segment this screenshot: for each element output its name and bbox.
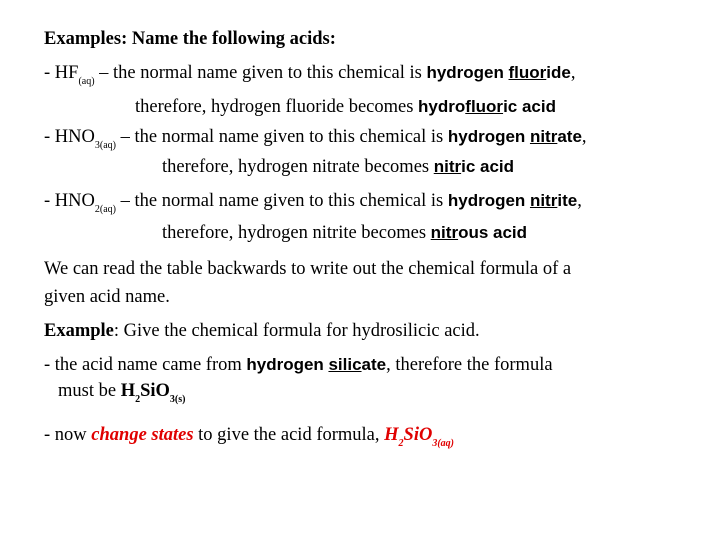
hno3-text: – the normal name given to this chemical is [115, 127, 448, 147]
final-pre: - now [44, 425, 92, 445]
hno3-subscript: 3(aq) [94, 140, 116, 151]
hf-comma: , [570, 63, 576, 83]
hno3-therefore: therefore, hydrogen nitrate becomes [162, 157, 434, 177]
hno2-therefore-line [162, 222, 527, 244]
hno3-therefore-line [162, 156, 514, 178]
hno3-formula: - HNO [44, 127, 95, 147]
hf-therefore-line [135, 96, 556, 118]
hno3-line [44, 126, 587, 157]
hno2-line [44, 190, 582, 221]
backwards-line-1: We can read the table backwards to write out the chemical formula of a [44, 259, 572, 279]
hf-acid-suffix: ic acid [503, 97, 556, 116]
example-label: Example [44, 321, 114, 341]
hf-name-root: fluor [508, 63, 547, 82]
silicate-line-2 [58, 380, 185, 411]
hno2-acid-suffix: ous acid [458, 223, 528, 242]
hf-acid-root: fluor [465, 97, 504, 116]
silicate-name-suffix: ate [361, 355, 387, 374]
hf-subscript: (aq) [78, 76, 95, 87]
hno3-acid-suffix: ic acid [461, 157, 515, 176]
hno2-name-root: nitr [529, 191, 558, 210]
final-change-states: change states [91, 425, 194, 445]
hno2-comma: , [577, 191, 582, 211]
hno2-subscript: 2(aq) [94, 204, 116, 215]
hno2-formula: - HNO [44, 191, 95, 211]
silicate-post: , therefore the formula [386, 355, 553, 375]
hno3-name-suffix: ate [557, 127, 582, 146]
silicate-must-be: must be [58, 381, 121, 401]
heading: Examples: Name the following acids: [44, 29, 336, 49]
silicate-formula-sub2: 3(s) [169, 394, 186, 405]
hf-formula: - HF [44, 63, 79, 83]
hno2-text: – the normal name given to this chemical is [115, 191, 448, 211]
hno3-comma: , [581, 127, 587, 147]
final-formula-sub1: 2 [398, 438, 404, 449]
hf-name-suffix: ide [546, 63, 571, 82]
hno2-name-suffix: ite [557, 191, 578, 210]
hf-acid-prefix: hydro [418, 97, 466, 116]
silicate-formula-sio: SiO [140, 381, 170, 401]
silicate-name-hydrogen: hydrogen [246, 355, 324, 374]
hf-therefore: therefore, hydrogen fluoride becomes [135, 97, 419, 117]
final-formula-h: H [384, 425, 399, 445]
hno3-name-hydrogen: hydrogen [447, 127, 526, 146]
silicate-line [44, 354, 553, 376]
final-formula-sub2: 3(aq) [432, 438, 454, 449]
hno3-acid-root: nitr [433, 157, 462, 176]
backwards-line-2: given acid name. [44, 287, 170, 307]
silicate-formula-h: H [120, 381, 136, 401]
example-text: : Give the chemical formula for hydrosilicic acid. [113, 321, 480, 341]
final-line [44, 424, 454, 455]
hno2-therefore: therefore, hydrogen nitrite becomes [162, 223, 431, 243]
hf-text: – the normal name given to this chemical is [94, 63, 427, 83]
hno3-name-root: nitr [529, 127, 558, 146]
final-mid: to give the acid formula, [193, 425, 385, 445]
example-line [44, 320, 480, 342]
final-formula-sio: SiO [403, 425, 433, 445]
silicate-pre: - the acid name came from [44, 355, 247, 375]
silicate-name-root: silic [328, 355, 362, 374]
silicate-formula-sub1: 2 [135, 394, 141, 405]
hf-line [44, 62, 575, 93]
hno2-name-hydrogen: hydrogen [447, 191, 526, 210]
hf-name-hydrogen: hydrogen [426, 63, 504, 82]
hno2-acid-root: nitr [430, 223, 459, 242]
